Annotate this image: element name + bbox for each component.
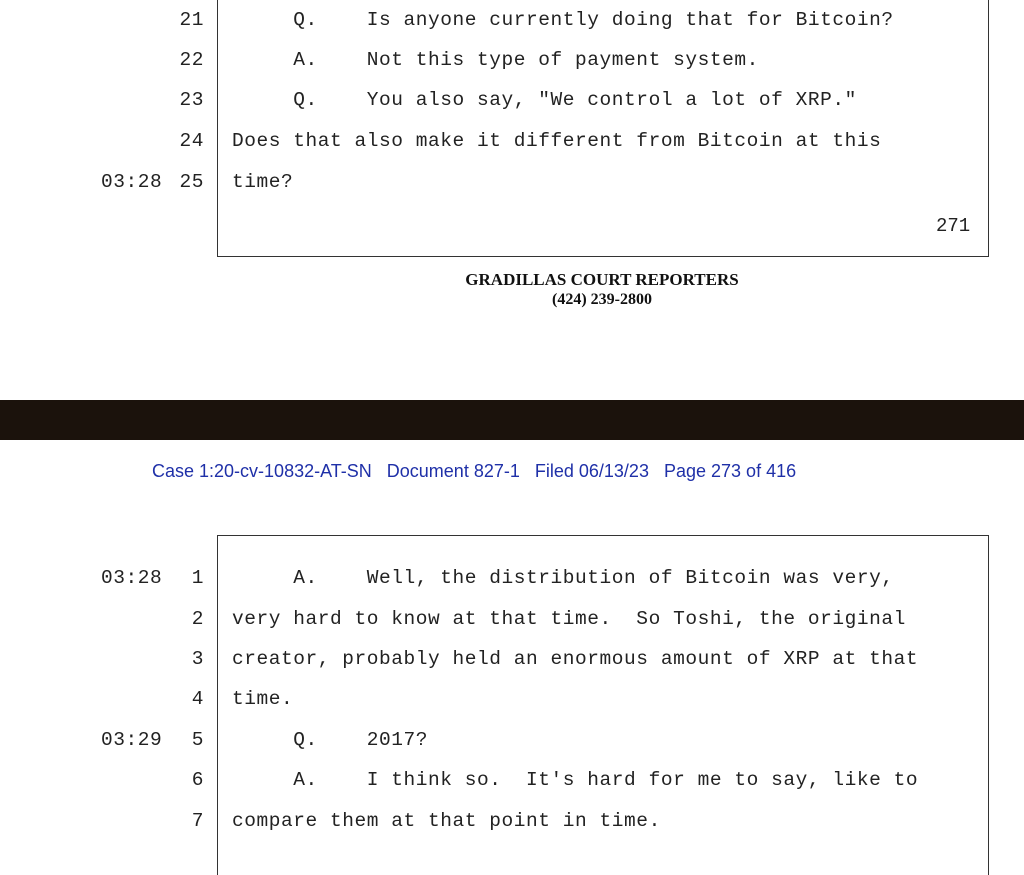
timestamp: 03:28 bbox=[101, 171, 163, 193]
line-text: Q. 2017? bbox=[232, 729, 429, 751]
line-text: creator, probably held an enormous amount of XRP at that bbox=[232, 648, 919, 670]
line-text: compare them at that point in time. bbox=[232, 810, 661, 832]
transcript-line bbox=[0, 765, 1024, 805]
transcript-line bbox=[0, 806, 1024, 846]
transcript-line bbox=[0, 85, 1024, 125]
footer-reporter-name: GRADILLAS COURT REPORTERS bbox=[465, 270, 739, 289]
line-text: A. Well, the distribution of Bitcoin was very, bbox=[232, 567, 894, 589]
transcript-line bbox=[0, 644, 1024, 684]
line-number: 3 bbox=[191, 648, 204, 670]
transcript-line bbox=[0, 604, 1024, 644]
line-text: time. bbox=[232, 688, 294, 710]
transcript-line bbox=[0, 167, 1024, 207]
page-number: 271 bbox=[936, 215, 971, 237]
page-separator bbox=[0, 400, 1024, 440]
line-text: A. I think so. It's hard for me to say, like to bbox=[232, 769, 919, 791]
line-number: 6 bbox=[191, 769, 204, 791]
transcript-line bbox=[0, 725, 1024, 765]
transcript-line bbox=[0, 45, 1024, 85]
line-number: 22 bbox=[179, 49, 204, 71]
case-number: Case 1:20-cv-10832-AT-SN bbox=[152, 461, 372, 481]
line-number: 25 bbox=[179, 171, 204, 193]
line-number: 4 bbox=[191, 688, 204, 710]
timestamp: 03:29 bbox=[101, 729, 163, 751]
line-number: 23 bbox=[179, 89, 204, 111]
footer-reporter-phone: (424) 239-2800 bbox=[552, 291, 652, 308]
court-filing-header bbox=[152, 461, 796, 482]
line-number: 2 bbox=[191, 608, 204, 630]
line-number: 1 bbox=[191, 567, 204, 589]
transcript-line bbox=[0, 126, 1024, 166]
transcript-page-bottom bbox=[0, 440, 1024, 856]
line-number: 5 bbox=[191, 729, 204, 751]
transcript-line bbox=[0, 563, 1024, 603]
line-number: 21 bbox=[179, 9, 204, 31]
transcript-line bbox=[0, 684, 1024, 724]
line-number: 24 bbox=[179, 130, 204, 152]
filed-date: Filed 06/13/23 bbox=[534, 461, 649, 481]
line-text: Q. Is anyone currently doing that for Bitcoin? bbox=[232, 9, 894, 31]
line-number: 7 bbox=[191, 810, 204, 832]
document-number: Document 827-1 bbox=[386, 461, 520, 481]
line-text: A. Not this type of payment system. bbox=[232, 49, 759, 71]
line-text: time? bbox=[232, 171, 294, 193]
page-count: Page 273 of 416 bbox=[663, 461, 797, 481]
line-text: Does that also make it different from Bitcoin at this bbox=[232, 130, 882, 152]
line-text: very hard to know at that time. So Toshi, the original bbox=[232, 608, 906, 630]
transcript-page-top bbox=[0, 0, 1024, 400]
transcript-line bbox=[0, 5, 1024, 45]
timestamp: 03:28 bbox=[101, 567, 163, 589]
line-text: Q. You also say, "We control a lot of XRP." bbox=[232, 89, 857, 111]
